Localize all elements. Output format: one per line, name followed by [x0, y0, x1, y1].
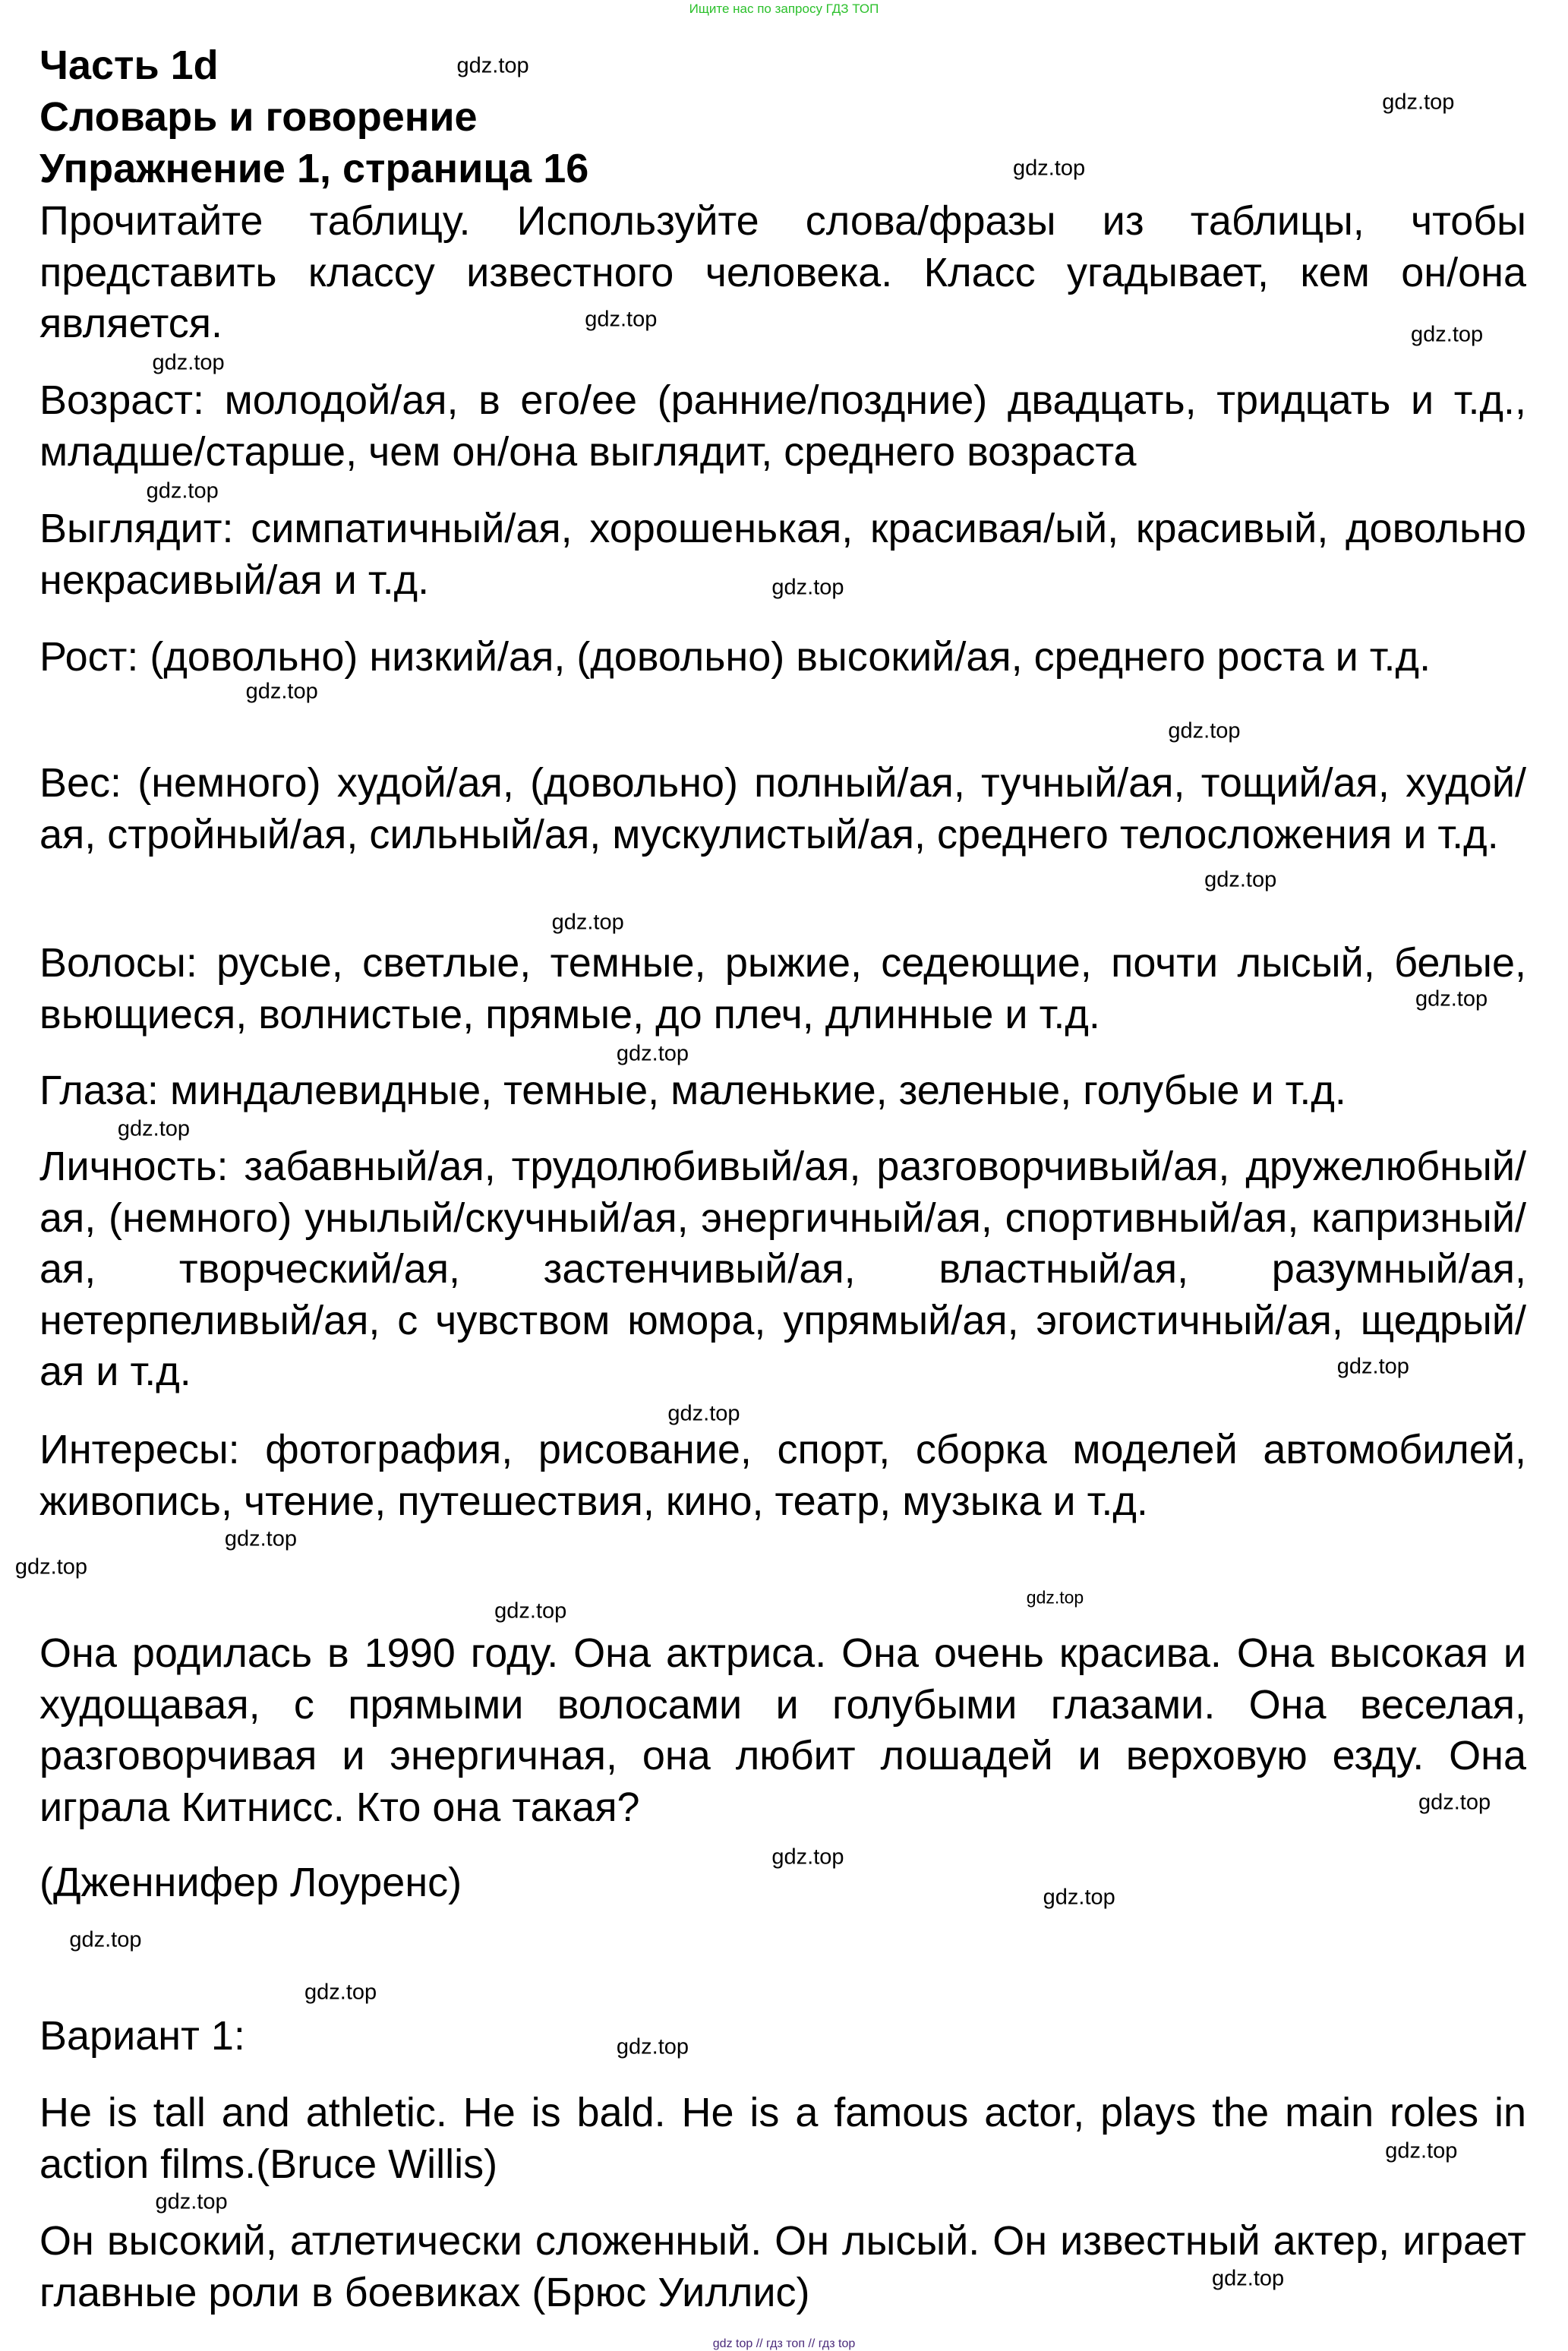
search-banner: Ищите нас по запросу ГДЗ ТОП	[689, 2, 879, 16]
watermark: gdz.top	[771, 1845, 844, 1870]
example-paragraph: Она родилась в 1990 году. Она актриса. Она очень красива. Она высокая и худощавая, с прямыми волосами и голубыми глазами. Она веселая, разговорчивая и энергичная, она любит лошадей и верховую езду. Она играла Китнисс. Кто она такая?	[39, 1630, 1526, 1830]
watermark: gdz.top	[152, 350, 225, 375]
watermark: gdz.top	[245, 679, 318, 704]
interests-paragraph: Интересы: фотография, рисование, спорт, сборка моделей автомобилей, живопись, чтение, путешествия, кино, театр, музыка и т.д.	[39, 1427, 1526, 1524]
watermark: gdz.top	[1382, 90, 1455, 115]
personality-paragraph: Личность: забавный/ая, трудолюбивый/ая, разговорчивый/ая, дружелюбный/ая, (немного) унылый/скучный/ая, энергичный/ая, спортивный/ая, капризный/ая, творческий/ая, застенчивый/ая, властный/ая, разумный/ая, нетерпеливый/ая, с чувством юмора, упрямый/ая, эгоистичный/ая, щедрый/ая и т.д.	[39, 1144, 1526, 1394]
watermark: gdz.top	[1411, 322, 1484, 347]
answer-text: (Дженнифер Лоуренс)	[39, 1860, 462, 1905]
weight-paragraph: Вес: (немного) худой/ая, (довольно) полный/ая, тучный/ая, тощий/ая, худой/ая, стройный/ая, сильный/ая, мускулистый/ая, среднего телосложения и т.д.	[39, 760, 1526, 857]
watermark: gdz.top	[771, 575, 844, 600]
watermark: gdz.top	[155, 2189, 228, 2214]
watermark: gdz.top	[616, 1041, 689, 1065]
watermark: gdz.top	[117, 1116, 191, 1141]
exercise-heading: Упражнение 1, страница 16	[39, 146, 589, 191]
task-text: Прочитайте таблицу. Используйте слова/фразы из таблицы, чтобы представить классу известного человека. Класс угадывает, кем он/она является.	[39, 198, 1526, 346]
height-paragraph: Рост: (довольно) низкий/ая, (довольно) высокий/ая, среднего роста и т.д.	[39, 634, 1431, 680]
age-paragraph: Возраст: молодой/ая, в его/ее (ранние/поздние) двадцать, тридцать и т.д., младше/старше, чем он/она выглядит, среднего возраста	[39, 377, 1526, 475]
watermark: gdz.top	[1385, 2138, 1458, 2163]
watermark: gdz.top	[1212, 2266, 1285, 2291]
hair-paragraph: Волосы: русые, светлые, темные, рыжие, седеющие, почти лысый, белые, вьющиеся, волнистые, прямые, до плеч, длинные и т.д.	[39, 940, 1526, 1037]
watermark: gdz.top	[1026, 1587, 1084, 1608]
eyes-paragraph: Глаза: миндалевидные, темные, маленькие, зеленые, голубые и т.д.	[39, 1068, 1346, 1113]
watermark: gdz.top	[1012, 156, 1086, 181]
russian-answer: Он высокий, атлетически сложенный. Он лысый. Он известный актер, играет главные роли в боевиках (Брюс Уиллис)	[39, 2218, 1526, 2315]
watermark: gdz.top	[1415, 986, 1488, 1011]
watermark: gdz.top	[304, 1980, 377, 2005]
watermark: gdz.top	[551, 910, 624, 935]
english-answer: He is tall and athletic. He is bald. He is a famous actor, plays the main roles in action films.(Bruce Willis)	[39, 2090, 1526, 2187]
watermark: gdz.top	[146, 478, 219, 503]
section-heading: Словарь и говорение	[39, 94, 478, 140]
variant-label: Вариант 1:	[39, 2013, 245, 2059]
watermark: gdz.top	[494, 1598, 567, 1624]
watermark: gdz.top	[69, 1927, 142, 1952]
watermark: gdz.top	[667, 1401, 740, 1426]
watermark: gdz.top	[1336, 1354, 1409, 1379]
watermark: gdz.top	[616, 2034, 689, 2059]
watermark: gdz.top	[585, 307, 658, 332]
looks-paragraph: Выглядит: симпатичный/ая, хорошенькая, красивая/ый, красивый, довольно некрасивый/ая и т.д.	[39, 506, 1526, 603]
part-heading: Часть 1d	[39, 43, 219, 88]
watermark: gdz.top	[456, 53, 529, 78]
watermark: gdz.top	[1418, 1790, 1491, 1815]
watermark: gdz.top	[224, 1526, 297, 1551]
watermark: gdz.top	[1168, 718, 1241, 743]
footer-watermark: gdz top // гдз топ // гдз top	[712, 2337, 856, 2350]
watermark: gdz.top	[14, 1554, 88, 1579]
watermark: gdz.top	[1043, 1885, 1115, 1910]
watermark: gdz.top	[1204, 867, 1277, 892]
